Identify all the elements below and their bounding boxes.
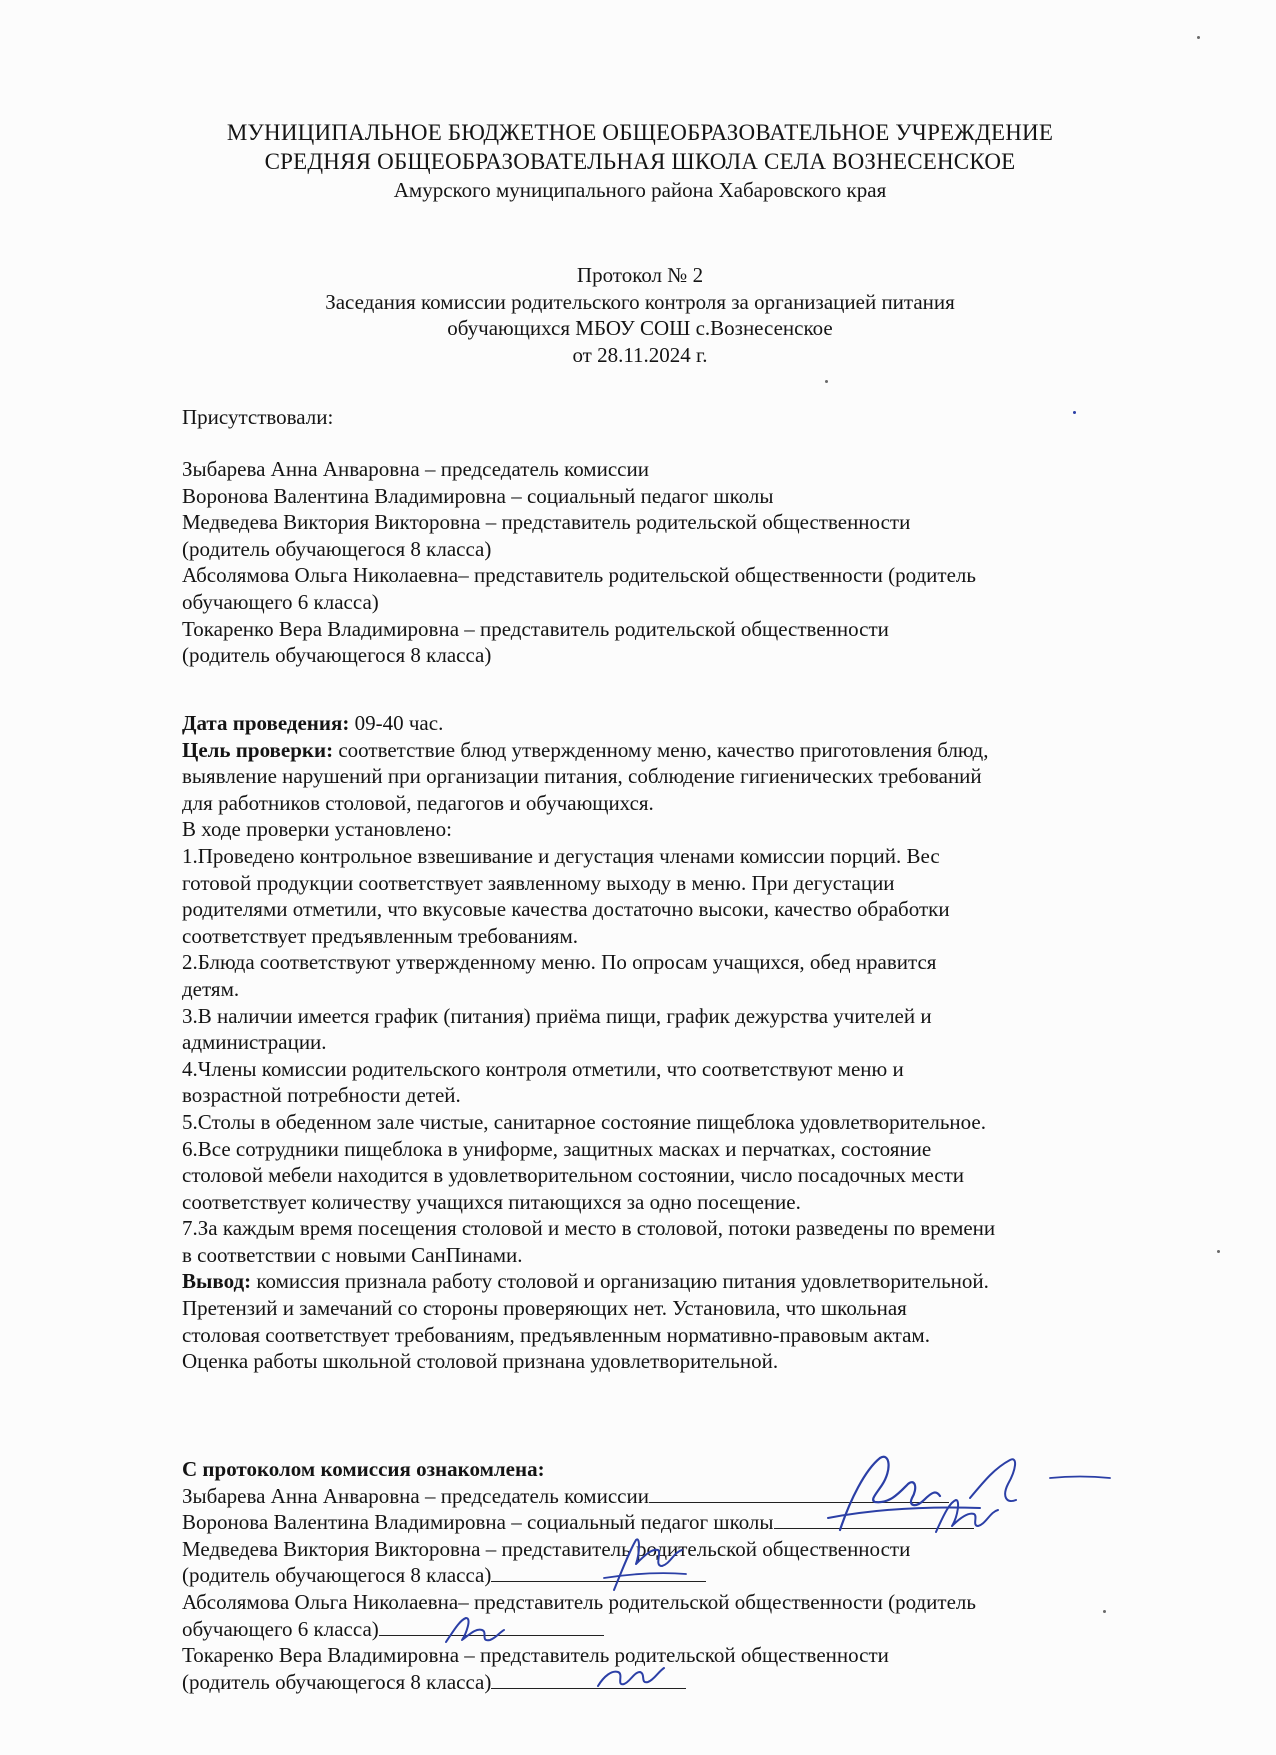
finding-line: 2.Блюда соответствуют утвержденному меню. По опросам учащихся, обед нравится: [182, 950, 937, 975]
goal-continuation: для работников столовой, педагогов и обучающихся.: [182, 790, 654, 815]
inspection-details: [182, 710, 1172, 1375]
signature-row: [182, 1642, 1172, 1669]
signature-row: [182, 1669, 1172, 1696]
conclusion-label: Вывод:: [182, 1269, 252, 1294]
signer-line: Медведева Виктория Викторовна – представитель родительской общественности: [182, 1536, 911, 1561]
scan-speck: [825, 380, 828, 383]
signature-blank: [774, 1510, 974, 1529]
finding-line: 1.Проведено контрольное взвешивание и дегустация членами комиссии порций. Вес: [182, 843, 940, 868]
conclusion-value: комиссия признала работу столовой и организацию питания удовлетворительной.: [251, 1269, 989, 1294]
signer-line: Токаренко Вера Владимировна – представитель родительской общественности: [182, 1643, 889, 1668]
finding-line: 6.Все сотрудники пищеблока в униформе, защитных масках и перчатках, состояние: [182, 1136, 932, 1161]
attendee-line: Воронова Валентина Владимировна – социальный педагог школы: [182, 483, 774, 508]
findings-heading: В ходе проверки установлено:: [182, 817, 452, 842]
finding-line: столовой мебели находится в удовлетворительном состоянии, число посадочных мести: [182, 1163, 965, 1188]
attendance-list: [182, 456, 1172, 669]
signer-line: Зыбарева Анна Анваровна – председатель комиссии: [182, 1483, 649, 1508]
signature-heading-text: С протоколом комиссия ознакомлена:: [182, 1457, 545, 1481]
signer-line: Абсолямова Ольга Николаевна– представитель родительской общественности (родитель: [182, 1589, 976, 1614]
school-name-line-1: МУНИЦИПАЛЬНОЕ БЮДЖЕТНОЕ ОБЩЕОБРАЗОВАТЕЛЬНОЕ УЧРЕЖДЕНИЕ: [226, 120, 1054, 145]
school-district: Амурского муниципального района Хабаровского края: [393, 178, 887, 202]
finding-line: соответствует количеству учащихся питающихся за одно посещение.: [182, 1189, 801, 1214]
signature-row: [182, 1509, 1172, 1536]
finding-line: администрации.: [182, 1030, 327, 1055]
attendee-line: обучающего 6 класса): [182, 589, 379, 614]
signature-block: [182, 1456, 1172, 1695]
signature-blank: [491, 1563, 706, 1582]
signature-row: [182, 1483, 1172, 1510]
goal-value: соответствие блюд утвержденному меню, качество приготовления блюд,: [333, 737, 989, 762]
attendee-line: Зыбарева Анна Анваровна – председатель комиссии: [182, 457, 649, 481]
school-name-line-2: СРЕДНЯЯ ОБЩЕОБРАЗОВАТЕЛЬНАЯ ШКОЛА СЕЛА ВОЗНЕСЕНСКОЕ: [264, 149, 1016, 174]
school-header: [140, 118, 1140, 205]
scan-speck: [1197, 36, 1200, 39]
signature-row: [182, 1616, 1172, 1643]
signer-line: (родитель обучающегося 8 класса): [182, 1563, 492, 1588]
signer-line: Воронова Валентина Владимировна – социальный педагог школы: [182, 1510, 774, 1535]
signature-row: [182, 1589, 1172, 1616]
finding-line: 4.Члены комиссии родительского контроля отметили, что соответствуют меню и: [182, 1056, 904, 1081]
attendee-line: Медведева Виктория Викторовна – представитель родительской общественности: [182, 510, 911, 535]
protocol-number: Протокол № 2: [576, 263, 704, 287]
finding-line: 3.В наличии имеется график (питания) приёма пищи, график дежурства учителей и: [182, 1003, 932, 1028]
date-label: Дата проведения:: [182, 711, 350, 735]
attendee-line: Абсолямова Ольга Николаевна– представитель родительской общественности (родитель: [182, 563, 976, 588]
signature-blank: [649, 1484, 949, 1503]
signer-line: (родитель обучающегося 8 класса): [182, 1669, 492, 1694]
finding-line: 7.За каждым время посещения столовой и место в столовой, потоки разведены по времени: [182, 1216, 996, 1241]
attendance-heading-text: Присутствовали:: [182, 405, 334, 429]
scan-speck: [1103, 1610, 1106, 1613]
attendee-line: (родитель обучающегося 8 класса): [182, 536, 492, 561]
signature-row: [182, 1562, 1172, 1589]
attendee-line: (родитель обучающегося 8 класса): [182, 643, 492, 668]
conclusion-continuation: Оценка работы школьной столовой признана удовлетворительной.: [182, 1349, 779, 1374]
signature-blank: [491, 1670, 686, 1689]
scan-speck: [1073, 411, 1076, 414]
finding-line: возрастной потребности детей.: [182, 1083, 461, 1108]
conclusion-continuation: Претензий и замечаний со стороны проверяющих нет. Установила, что школьная: [182, 1296, 907, 1321]
finding-line: детям.: [182, 976, 240, 1001]
goal-row: [182, 737, 1172, 764]
protocol-date: от 28.11.2024 г.: [572, 342, 708, 367]
attendance-heading: [182, 404, 1172, 431]
protocol-subject-line-2: обучающихся МБОУ СОШ с.Вознесенское: [447, 316, 833, 340]
goal-continuation: выявление нарушений при организации питания, соблюдение гигиенических требований: [182, 764, 982, 789]
protocol-subject-line-1: Заседания комиссии родительского контроля за организацией питания: [325, 289, 955, 314]
signature-heading: [182, 1456, 1172, 1483]
finding-line: в соответствии с новыми СанПинами.: [182, 1242, 523, 1267]
signer-line: обучающего 6 класса): [182, 1616, 379, 1641]
finding-line: 5.Столы в обеденном зале чистые, санитарное состояние пищеблока удовлетворительное.: [182, 1109, 986, 1134]
date-row: [182, 710, 1172, 737]
attendee-line: Токаренко Вера Владимировна – представитель родительской общественности: [182, 616, 889, 641]
conclusion-continuation: столовая соответствует требованиям, предъявленным нормативно-правовым актам.: [182, 1322, 930, 1347]
signature-blank: [379, 1617, 604, 1636]
conclusion-row: [182, 1268, 1172, 1295]
document-title: [240, 262, 1040, 368]
finding-line: соответствует предъявленным требованиям.: [182, 923, 579, 948]
scan-speck: [1217, 1250, 1220, 1253]
date-value: 09-40 час.: [349, 711, 444, 735]
finding-line: готовой продукции соответствует заявленному выходу в меню. При дегустации: [182, 870, 895, 895]
finding-line: родителями отметили, что вкусовые качества достаточно высоки, качество обработки: [182, 897, 950, 922]
signature-row: [182, 1536, 1172, 1563]
goal-label: Цель проверки:: [182, 737, 334, 762]
